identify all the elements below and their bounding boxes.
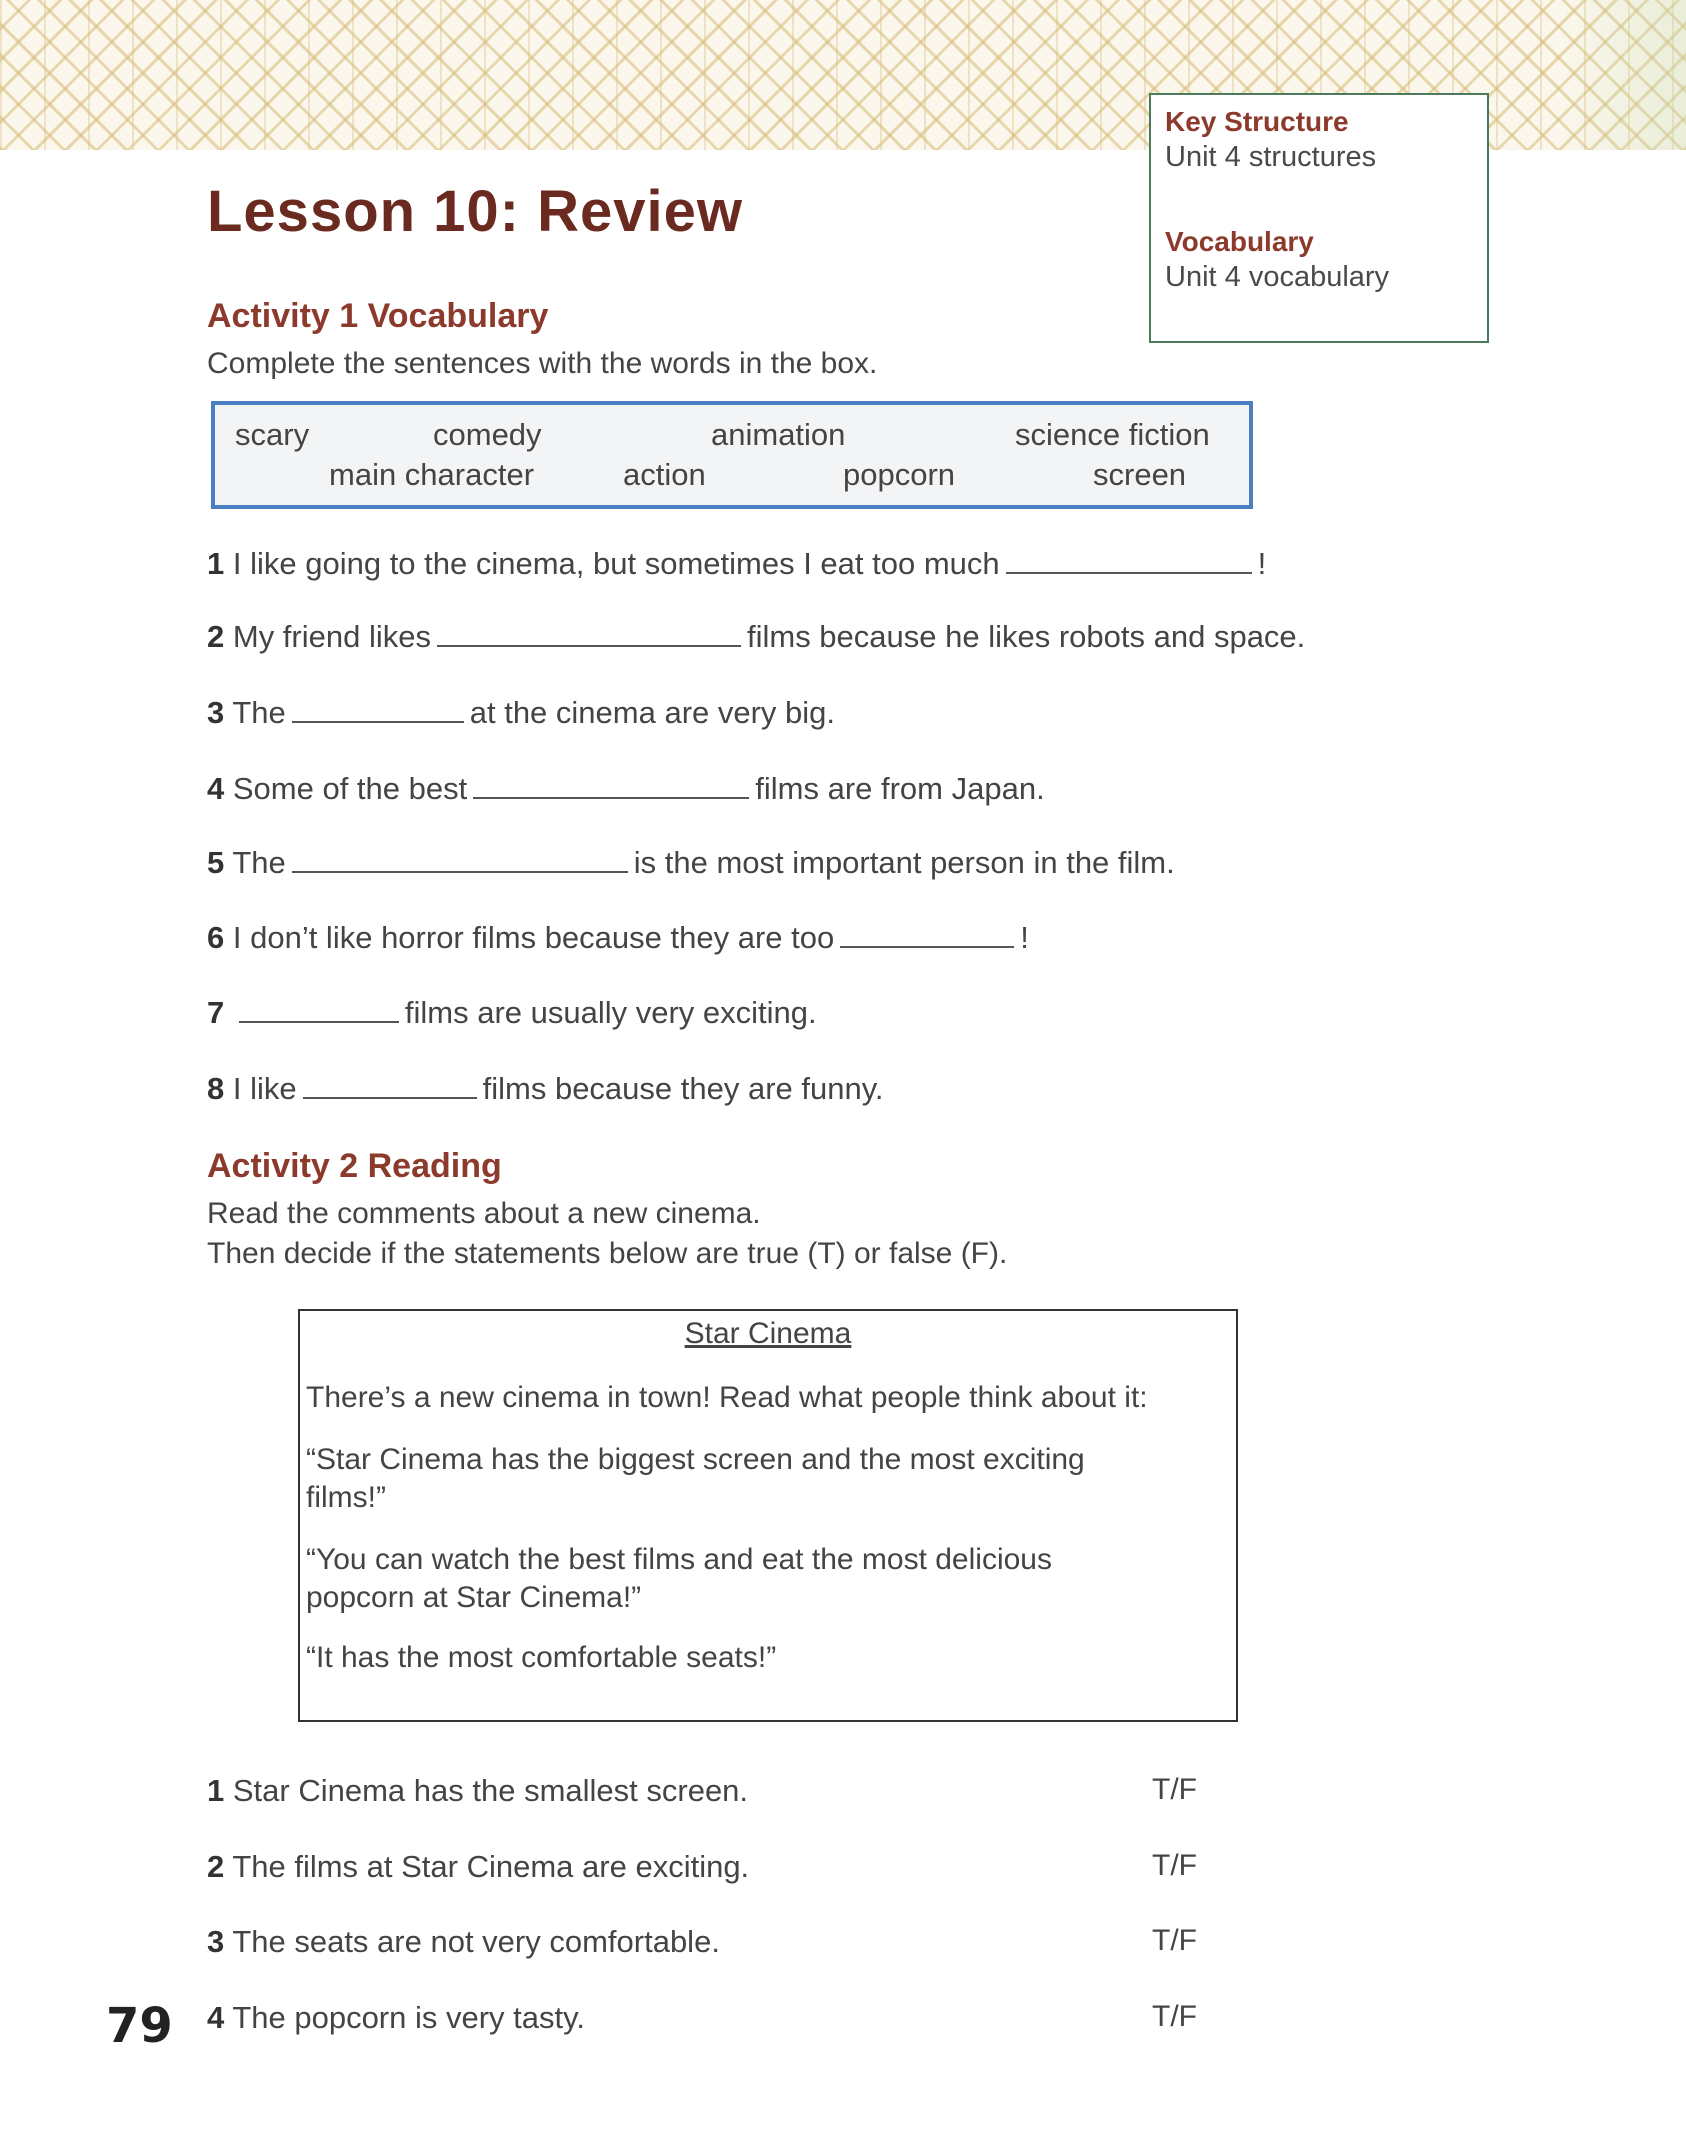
answer-blank[interactable] <box>437 619 741 647</box>
answer-blank[interactable] <box>1006 546 1252 574</box>
vocabulary-heading: Vocabulary <box>1165 226 1314 257</box>
activity2-instruction-1: Read the comments about a new cinema. <box>207 1197 761 1230</box>
sentence-2: 2 My friend likes films because he likes robots and space. <box>207 619 1306 654</box>
sentence-5: 5 The is the most important person in the film. <box>207 845 1175 880</box>
reading-box <box>298 1309 1238 1722</box>
word-item: comedy <box>433 417 542 452</box>
word-item: popcorn <box>843 457 956 492</box>
true-false-choice[interactable]: T/F <box>1152 1924 1197 1957</box>
reading-quote: “It has the most comfortable seats!” <box>306 1641 777 1674</box>
reading-intro: There’s a new cinema in town! Read what people think about it: <box>306 1381 1148 1414</box>
key-structure-heading: Key Structure <box>1165 106 1349 137</box>
word-item: main character <box>329 457 535 492</box>
reading-quote: “You can watch the best films and eat the most delicious popcorn at Star Cinema!” <box>306 1543 1052 1614</box>
sentence-1: 1 I like going to the cinema, but sometimes I eat too much ! <box>207 546 1267 581</box>
activity2-instruction-2: Then decide if the statements below are true (T) or false (F). <box>207 1237 1008 1270</box>
sentence-7: 7 films are usually very exciting. <box>207 995 817 1030</box>
word-item: action <box>623 457 706 492</box>
answer-blank[interactable] <box>292 845 628 873</box>
word-item: animation <box>711 417 846 452</box>
page-number: 79 <box>106 1998 173 2054</box>
statement-4: 4 The popcorn is very tasty. <box>207 2000 585 2035</box>
answer-blank[interactable] <box>303 1071 477 1099</box>
sentence-8: 8 I like films because they are funny. <box>207 1071 884 1106</box>
true-false-choice[interactable]: T/F <box>1152 1849 1197 1882</box>
activity2-heading: Activity 2 Reading <box>207 1147 502 1185</box>
vocabulary-value: Unit 4 vocabulary <box>1165 261 1390 293</box>
activity1-heading: Activity 1 Vocabulary <box>207 297 549 335</box>
key-structure-box <box>1149 93 1489 343</box>
statement-1: 1 Star Cinema has the smallest screen. <box>207 1773 749 1808</box>
answer-blank[interactable] <box>292 695 464 723</box>
answer-blank[interactable] <box>473 771 749 799</box>
activity1-instruction: Complete the sentences with the words in the box. <box>207 347 878 380</box>
word-box <box>211 401 1253 509</box>
word-item: scary <box>235 417 310 452</box>
word-item: science fiction <box>1015 417 1210 452</box>
true-false-choice[interactable]: T/F <box>1152 1773 1197 1806</box>
sentence-3: 3 The at the cinema are very big. <box>207 695 836 730</box>
statement-2: 2 The films at Star Cinema are exciting. <box>207 1849 750 1884</box>
key-structure-value: Unit 4 structures <box>1165 141 1377 173</box>
reading-title: Star Cinema <box>684 1317 852 1350</box>
page-title: Lesson 10: Review <box>207 179 743 244</box>
sentence-6: 6 I don’t like horror films because they are too ! <box>207 920 1029 955</box>
answer-blank[interactable] <box>239 995 399 1023</box>
statement-3: 3 The seats are not very comfortable. <box>207 1924 720 1959</box>
true-false-choice[interactable]: T/F <box>1152 2000 1197 2033</box>
reading-quote: “Star Cinema has the biggest screen and the most exciting films!” <box>306 1443 1085 1514</box>
banner-fade <box>1560 0 1686 150</box>
answer-blank[interactable] <box>840 920 1014 948</box>
word-item: screen <box>1093 457 1187 492</box>
sentence-4: 4 Some of the best films are from Japan. <box>207 771 1045 806</box>
